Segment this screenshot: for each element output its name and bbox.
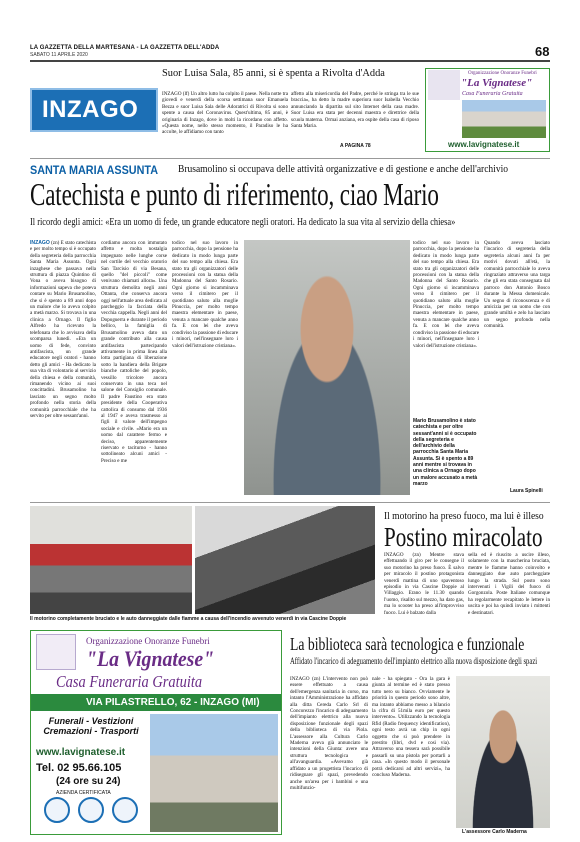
certification-seal-icon	[44, 797, 70, 823]
ad-top-title: Organizzazione Onoranze Funebri	[468, 71, 537, 76]
portrait-photo	[244, 240, 410, 495]
ad-top-building-photo	[462, 100, 546, 138]
page-number: 68	[535, 44, 550, 59]
ad-bottom-title: Organizzazione Onoranze Funebri	[86, 636, 210, 646]
photo-caption: Mario Brusamolino è stato catechista e per oltre sessant'anni si è occupato della segreteria e dell'archivio della parrocchia Santa Maria Assunta. Si è spento a 89 anni mentre si trovava in una clinica a Ornago dopo un malore accusato a metà marzo	[413, 418, 478, 487]
article-subhead: Il ricordo degli amici: «Era un uomo di fede, un grande educatore negli oratori. Ha dedicato la sua vita al servizio della chiesa»	[30, 216, 456, 228]
page-reference: A PAGINA 78	[340, 143, 371, 149]
section-badge	[30, 88, 158, 132]
funeral-home-logo-icon	[36, 634, 76, 670]
article-lead: INZAGO	[30, 240, 50, 246]
article-col1	[30, 240, 96, 500]
ad-bottom-hours: (24 ore su 24)	[56, 776, 121, 787]
burned-scooter-photo	[195, 506, 375, 614]
ad-bottom-building-photo	[150, 714, 278, 832]
article-col3: todico nel suo lavoro in parrocchia, dopo la pensione ha dedicato in modo lunga parte del suo tempo alla chiesa. Era stato tra gli organizzatori delle processioni con la statua della Madonna del Santo Rosario. Ogni giorno si incamminava verso il cimitero per il quotidiano saluto alla moglie Pinuccia, per molto tempo maestra elementare in paese, venuta a mancare qualche anno fa. E con lei che aveva condiviso la passione di educare i minori, nell'insegnare loro i valori dell'istruzione cristiana».	[172, 240, 238, 349]
article-summary: Brusamolino si occupava delle attività organizzative e di gestione e anche dell'archivio	[178, 164, 508, 175]
fire-article-col1: INZAGO (zn) Mentre stava effettuando il giro per le consegne il suo motorino ha preso fuoco. È salvo per miracolo il postino protagonista venerdì mattina di uno spaventoso episodio in via Cascine Doppie al Villaggio. Erano le 11.30 quando l'uomo, risalito sul mezzo, ha dato gas, ma lo scooter ha preso all'improvviso fuoco. Lui è balzato dalla	[384, 552, 464, 616]
ad-bottom-telephone[interactable]: Tel. 02 95.66.105	[36, 762, 122, 774]
article-col5: Quando aveva lasciato l'incarico di segreteria della segreteria alcuni anni fa per motivi dovuti all'età, la comunità parrocchiale lo aveva ringraziato attraverso una targa che gli era stata consegnata dal parroco don Antonio Bosco durante la Messa domenicale. Un segno di riconoscenza e di amicizia per un uomo che con grande umiltà e zelo ha lasciato un segno profondo nella comunità.	[484, 240, 550, 330]
ad-bottom-name: "La Vignatese"	[86, 646, 215, 671]
article-col4: todico nel suo lavoro in parrocchia, dopo la pensione ha dedicato in modo lunga parte del suo tempo alla chiesa. Era stato tra gli organizzatori delle processioni con la statua della Madonna del Santo Rosario. Ogni giorno si incamminava verso il cimitero per il quotidiano saluto alla moglie Pinuccia, per molto tempo maestra elementare in paese, venuta a mancare qualche anno fa. E con lei che aveva condiviso la passione di educare i minori, nell'insegnare loro i valori dell'istruzione cristiana».	[413, 240, 479, 349]
header-rule	[30, 60, 550, 62]
library-article-col1: INZAGO (zn) L'intervento non può essere effettuato a causa dell'emergenza sanitaria in corso, ma intanto l'Amministrazione ha affidato alla ditta Cereda Carlo Srl di Concorezzo l'incarico di adeguamento dell'impianto elettrico alla nuova disposizione funzionale degli spazi della biblioteca di via Piola. L'assessore alla Cultura Carlo Maderna aveva già annunciato le intenzioni della Giunta: avere una struttura tecnologica e all'avanguardia. «Avevamo già affidato a un progettista l'incarico di ridisegnare gli spazi, prevedendo anche un'area per i bambini e una multifunzio-	[290, 676, 368, 791]
ad-bottom-subtitle: Casa Funeraria Gratuita	[56, 672, 203, 691]
fire-photo-caption: Il motorino completamente bruciato e le auto danneggiate dalle fiamme a causa dell'incendio avvenuto venerdì in via Cascine Doppie	[30, 616, 347, 622]
article-col2: cordiamo ancora con immutato affetto e molta nostalgia impegnato nelle lunghe corse nel cortile del vecchio oratorio San Tarcisio di via Besana, quello "del piccoli" come venivano chiamati allora». Una struttura demolita negli anni Ottanta, che conserva ancora oggi nell'attuale area dedicata al parcheggio la facciata della vecchia cappella. Negli anni del Dopoguerra e durante il periodo bellico, la famiglia di Brusamolino aveva dato un grande contributo alla causa antifascista partecipando attivamente in prima linea alla lotta partigiana di liberazione sotto la bandiera della Brigate bianche cattoliche del popolo, vessillo tricolore ancora conservato in una teca nel salone del Consiglio comunale. Il padre Faustino era stato presidente della Cooperativa cattolica di consumo dal 1936 al 1947 e aveva trasmesso ai figli il valore dell'impegno sociale e civile. «Mario era un uomo dal carattere fermo e deciso, apparentemente riservato e taciturno - hanno sottolineato alcuni amici - Preciso e me	[101, 240, 167, 464]
library-article-headline: La biblioteca sarà tecnologica e funzionale	[290, 634, 525, 654]
issue-date: SABATO 11 APRILE 2020	[30, 52, 88, 58]
library-article-summary: Affidato l'incarico di adeguamento dell'impianto elettrico alla nuova disposizione degli spazi	[290, 656, 538, 666]
fire-article-col2: sella ed è riuscito a uscire illeso, solamente con la mascherina bruciata, mentre le fiamme hanno coinvolto e danneggiato due auto parcheggiate lungo la strada. Sul posto sono intervenuti i Vigili del fuoco di Gorgonzola. Poste Italiane comunque ha regolarmente recapitato le lettere in uscita e poi ha quindi inviato i mittenti e destinatari.	[468, 552, 550, 616]
certification-seals	[44, 797, 140, 825]
library-photo-caption: L'assessore Carlo Maderna	[462, 829, 527, 835]
certification-seal-icon	[78, 797, 104, 823]
nun-article-title: Suor Luisa Sala, 85 anni, si è spenta a Rivolta d'Adda	[162, 68, 385, 79]
nun-article-col1: INZAGO (lf) Un altro lutto ha colpito il paese. Nella notte tra giovedì e venerdì della scorsa settimana suor Emanuela Bezza e suor Luisa Sala delle Adoratrici di Rivolta si sono spente a causa del Coronavirus. Quest'ultima, 85 anni, è originaria di Inzago, dove in molti la ricordano con affetto. «Questa nome, nello stesso momento, il Paradiso le ha accolte, le affidiamo con tanto	[162, 91, 288, 136]
fire-article-headline: Postino miracolato	[384, 522, 543, 552]
article-headline: Catechista e punto di riferimento, ciao Mario	[30, 176, 439, 212]
ad-top-website[interactable]: www.lavignatese.it	[448, 140, 520, 149]
byline: Laura Spinelli	[510, 488, 543, 494]
section-rule	[30, 158, 550, 159]
section-town: INZAGO	[42, 96, 139, 123]
masthead: LA GAZZETTA DELLA MARTESANA - LA GAZZETTA DELL'ADDA	[30, 45, 220, 51]
ad-top-name: "La Vignatese"	[461, 77, 533, 89]
section-rule	[30, 502, 550, 503]
ad-bottom-address: VIA PILASTRELLO, 62 - INZAGO (MI)	[86, 697, 260, 708]
funeral-home-logo-icon	[428, 70, 460, 100]
article-kicker: SANTA MARIA ASSUNTA	[30, 163, 158, 177]
fire-article-summary: Il motorino ha preso fuoco, ma lui è illeso	[384, 511, 544, 522]
ad-bottom-services: Funerali - Vestizioni Cremazioni - Trasporti	[43, 716, 139, 736]
ad-top-subtitle: Casa Funeraria Gratuita	[462, 91, 523, 97]
burned-car-photo	[30, 506, 192, 614]
library-article-col2: nale - ha spiegato - Ora la gara è giunta al termine ed è stato presso tutto nero su bianco. Ovviamente le priorità in questo periodo sono altre, ma intanto abbiamo messo a bilancio la cifra di 51mila euro per questo intervento». Utilizzando la tecnologia Rfid (Radio frequency identification), ogni testo avrà un chip in ogni oggetto che si può prendere in prestito (libri, dvd e così via). Attraverso una tessera sarà possibile passarli su una pistola per portarli a casa. «In questo modo il personale potrà dedicarsi ad altri servizi», ha concluso Maderna.	[372, 676, 450, 779]
certification-seal-icon	[112, 797, 138, 823]
assessor-photo	[456, 676, 550, 828]
ad-bottom-website[interactable]: www.lavignatese.it	[36, 747, 126, 758]
ad-certification: AZIENDA CERTIFICATA	[56, 790, 111, 796]
nun-article-col2: affetto alla misericordia del Padre, perché le stringa tra le sue braccia», ha detto la madre superiora suor Isabella Vecchio annunciando la dipartita sul sito Internet della casa madre. Suor Luisa era stata per decenni maestra e direttrice della scuola materna. Ormai anziana, era ospite della casa di riposo Santa Maria.	[291, 91, 419, 130]
article-col1-text: (zn) È stato catechista e per molto tempo si è occupato della segreteria della parrocchia Santa Maria Assunta. Ogni inzaghese che passava nella struttura di piazza Quintino di Vona o aveva bisogno di informazioni sapeva che poteva contare su Mario Brusamolino, che si è spento a 89 anni dopo un malore che lo aveva colpito a metà marzo. Si trovava in una clinica a Ornago. Il figlio Alfredo ha ricevuto la telefonata che lo avvisava della scomparsa lunedì. «Era un uomo di fede, convinto antifascista, un grande educatore negli oratori - hanno detto gli amici - Ha dedicato la sua vita di volontario al servizio della chiesa e della comunità, rimanendo vicino ai suoi concittadini. Brusamolino ha lasciato un segno molto profondo nella storia della comunità parrocchiale che ha servito per oltre sessant'anni.	[30, 240, 96, 419]
